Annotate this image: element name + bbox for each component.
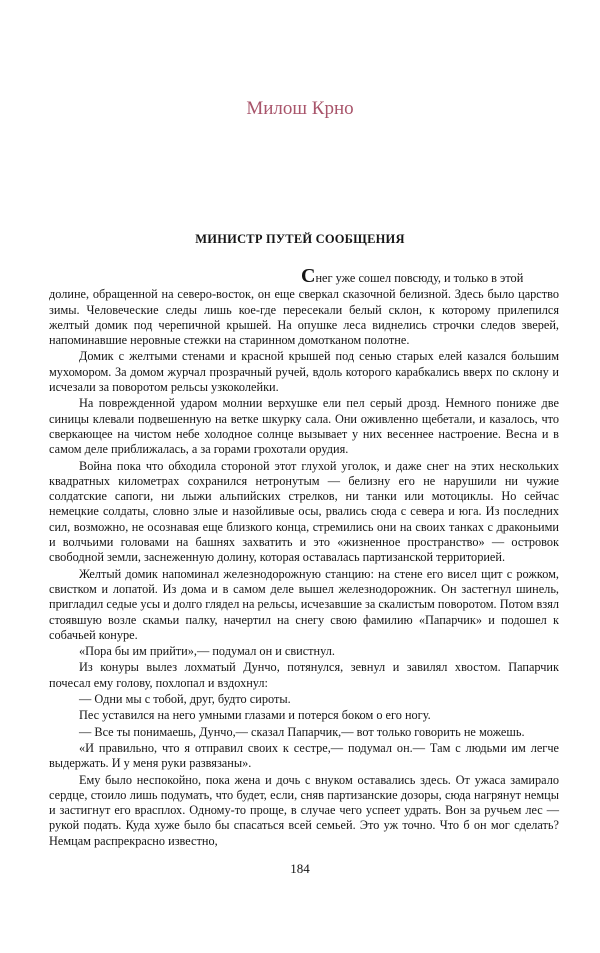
- paragraph: — Одни мы с тобой, друг, будто сироты.: [79, 692, 291, 707]
- first-paragraph-text: нег уже сошел повсюду, и только в этой: [315, 271, 524, 285]
- first-paragraph-line: [49, 265, 559, 287]
- paragraph: Из конуры вылез лохматый Дунчо, потянулся, зевнул и завилял хвостом. Папарчик почесал ему голову, похлопал и вздохнул:: [49, 660, 559, 690]
- author-name: Милош Крно: [246, 98, 354, 119]
- paragraph: «Пора бы им прийти»,— подумал он и свистнул.: [79, 644, 335, 659]
- paragraph: Пес уставился на него умными глазами и потерся боком о его ногу.: [79, 708, 431, 723]
- paragraph: Желтый домик напоминал железнодорожную станцию: на стене его висел щит с рожком, свистком и лопатой. Из дома и в самом деле вышел железнодорожник. Он застегнул шинель, пригладил седые усы и долго глядел на рельсы, исчезавшие за скалистым поворотом. Потом взял стоявшую возле скамьи палку, начертил на снегу свою фамилию «Папарчик» и подошел к собачьей конуре.: [49, 566, 559, 642]
- paragraph: На поврежденной ударом молнии верхушке ели пел серый дрозд. Немного пониже две синицы клевали подвешенную на ветке шкурку сала. Они оживленно щебетали, и казалось, что сверкающее на чистом небе холодное солнце вызывает у них весеннее настроение. Весна и в самом деле приближалась, а за горами грохотали орудия.: [49, 396, 559, 457]
- story-body: [49, 265, 559, 850]
- paragraph: — Все ты понимаешь, Дунчо,— сказал Папарчик,— вот только говорить не можешь.: [79, 724, 525, 739]
- story-title: МИНИСТР ПУТЕЙ СООБЩЕНИЯ: [195, 232, 405, 246]
- paragraph: Война пока что обходила стороной этот глухой уголок, и даже снег на этих нескольких квадратных километрах сохранился нетронутым — белизну его не нарушили ни чужие солдатские сапоги, ни лыжи альпийских стрелков, ни танки или мотоциклы. Но сейчас немецкие солдаты, словно злые и назойливые осы, рвались сюда с севера и юга. Из последних сил, возможно, не осознавая еще близкого конца, стремились они на своих танках с драконьими и волчьими головами на башнях захватить и это «жизненное пространство» — островок свободной земли, заснеженную долину, которая оставалась партизанской территорией.: [49, 458, 559, 565]
- first-paragraph-continuation: долине, обращенной на северо-восток, он еще сверкал сказочной белизной. Здесь было царство зимы. Человеческие следы лишь кое-где пересекали белый склон, к которому прилепился желтый домик под черепичной крышей. На опушке леса виднелись строчки следов зверей, напоминавшие неровные стежки на старинном домотканом полотне.: [49, 287, 559, 348]
- drop-cap: С: [301, 265, 316, 287]
- page-number: 184: [290, 861, 310, 876]
- paragraph: Ему было неспокойно, пока жена и дочь с внуком оставались здесь. От ужаса замирало сердце, стоило лишь подумать, что будет, если, сняв партизанские дозоры, сюда нагрянут немцы и застигнут его врасплох. Одному-то проще, в случае чего успеет удрать. Вон за ручьем лес — рукой подать. Куда хуже было бы спасаться всей семьей. Это уж точно. Что б он мог сделать? Немцам распрекрасно известно,: [49, 772, 559, 848]
- paragraph: «И правильно, что я отправил своих к сестре,— подумал он.— Там с людьми им легче выдержать. И у меня руки развязаны».: [49, 740, 559, 771]
- paragraph: Домик с желтыми стенами и красной крышей под сенью старых елей казался большим мухомором. За домом журчал прозрачный ручей, вдоль которого карабкались вверх по склону и исчезали за поворотом рельсы узкоколейки.: [49, 349, 559, 395]
